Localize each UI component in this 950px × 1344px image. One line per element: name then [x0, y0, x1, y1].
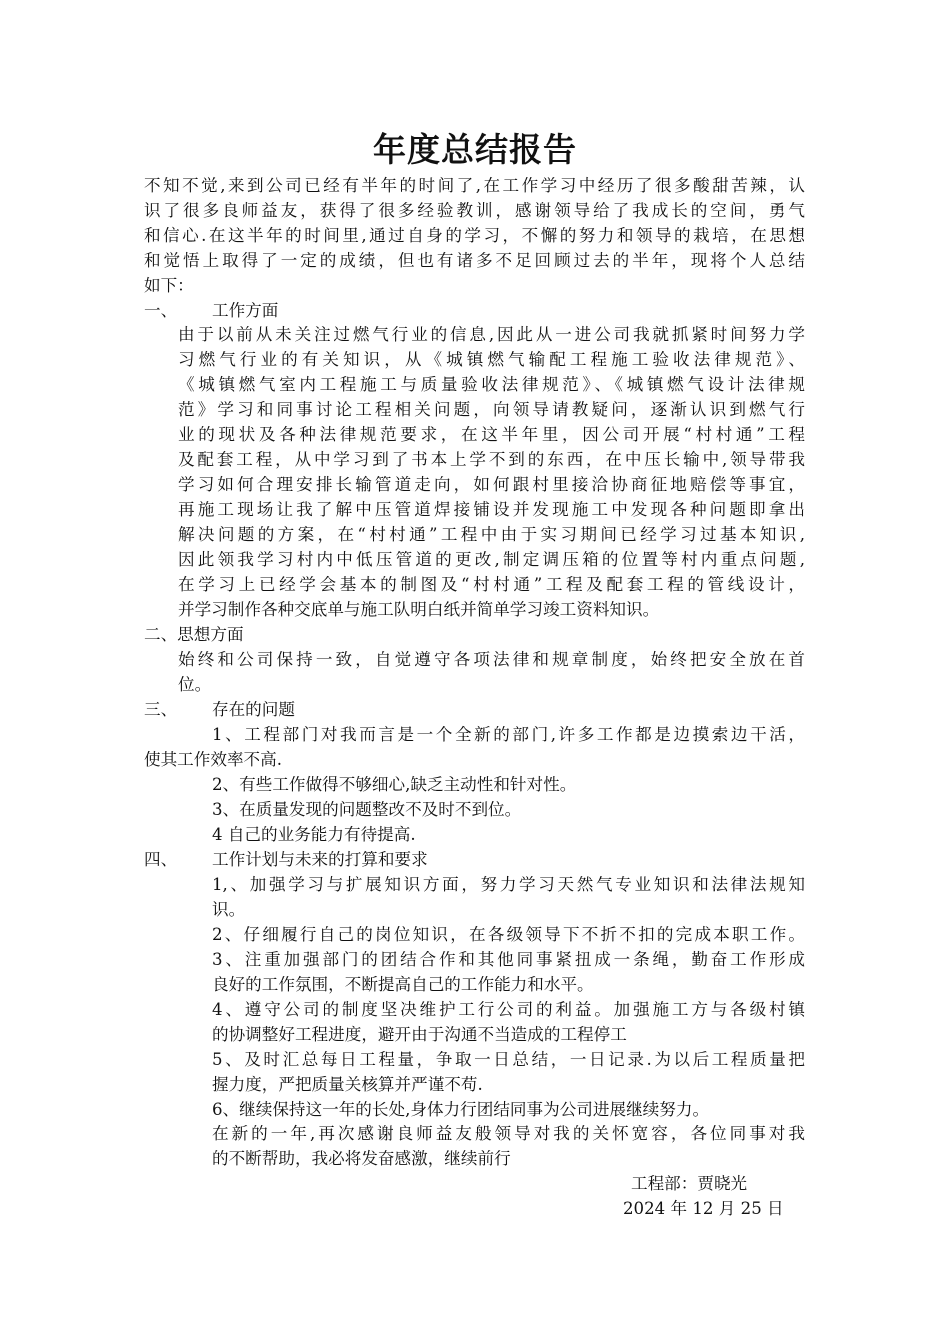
section1-line: 学习如何合理安排长输管道走向，如何跟村里接洽协商征地赔偿等事宜，	[178, 475, 805, 494]
section4-item: 良好的工作氛围，不断提高自己的工作能力和水平。	[212, 975, 594, 994]
section4-item: 握力度，严把质量关核算并严谨不苟.	[212, 1075, 483, 1094]
section1-line: 由于以前从未关注过燃气行业的信息,因此从一进公司我就抓紧时间努力学	[178, 325, 805, 344]
section1-line: 在学习上已经学会基本的制图及“村村通”工程及配套工程的管线设计，	[178, 575, 805, 594]
section4-item: 6、继续保持这一年的长处,身体力行团结同事为公司进展继续努力。	[212, 1100, 710, 1119]
section1-heading: 工作方面	[212, 301, 279, 320]
section4-item: 识。	[212, 900, 246, 919]
section3-item: 2、有些工作做得不够细心,缺乏主动性和针对性。	[212, 775, 577, 794]
date: 2024 年 12 月 25 日	[623, 1199, 784, 1218]
section1-line: 《城镇燃气室内工程施工与质量验收法律规范》、《城镇燃气设计法律规	[178, 375, 805, 394]
section4-number: 四、	[144, 850, 178, 869]
section3-item: 1、工程部门对我而言是一个全新的部门,许多工作都是边摸索边干活，	[212, 725, 805, 744]
document-title: 年度总结报告	[373, 130, 577, 169]
section3-item: 3、在质量发现的问题整改不及时不到位。	[212, 800, 522, 819]
closing-line: 的不断帮助，我必将发奋感激，继续前行	[212, 1149, 511, 1168]
section1-number: 一、	[144, 301, 178, 320]
section1-line: 业的现状及各种法律规范要求，在这半年里，因公司开展“村村通”工程	[178, 425, 805, 444]
section1-line: 解决问题的方案，在“村村通”工程中由于实习期间已经学习过基本知识,	[178, 525, 805, 544]
section3-number: 三、	[144, 700, 178, 719]
section4-item: 2、仔细履行自己的岗位知识，在各级领导下不折不扣的完成本职工作。	[212, 925, 805, 944]
intro-line: 如下：	[144, 276, 194, 295]
intro-line: 和信心.在这半年的时间里,通过自身的学习，不懈的努力和领导的栽培，在思想	[144, 226, 805, 245]
section2-heading: 二、思想方面	[144, 625, 244, 644]
section1-line: 并学习制作各种交底单与施工队明白纸并简单学习竣工资料知识。	[178, 600, 660, 619]
section4-item: 5、及时汇总每日工程量，争取一日总结，一日记录.为以后工程质量把	[212, 1050, 805, 1069]
section4-heading: 工作计划与未来的打算和要求	[212, 850, 428, 869]
section1-line: 范》学习和同事讨论工程相关问题，向领导请教疑问，逐渐认识到燃气行	[178, 400, 805, 419]
section1-line: 再施工现场让我了解中压管道焊接铺设并发现施工中发现各种问题即拿出	[178, 500, 805, 519]
intro-line: 识了很多良师益友，获得了很多经验教训，感谢领导给了我成长的空间，勇气	[144, 201, 805, 220]
section4-item: 3、注重加强部门的团结合作和其他同事紧扭成一条绳，勤奋工作形成	[212, 950, 805, 969]
section4-item: 的协调整好工程进度，避开由于沟通不当造成的工程停工	[212, 1025, 627, 1044]
section1-line: 习燃气行业的有关知识，从《城镇燃气输配工程施工验收法律规范》、	[178, 350, 805, 369]
signature: 工程部：贾晓光	[631, 1174, 748, 1193]
section3-item: 使其工作效率不高.	[144, 750, 283, 769]
section2-line: 位。	[178, 675, 212, 694]
intro-line: 不知不觉,来到公司已经有半年的时间了,在工作学习中经历了很多酸甜苦辣，认	[144, 176, 805, 195]
section1-line: 因此领我学习村内中低压管道的更改,制定调压箱的位置等村内重点问题,	[178, 550, 805, 569]
section3-item: 4 自己的业务能力有待提高.	[212, 825, 416, 844]
section4-item: 1,、加强学习与扩展知识方面，努力学习天然气专业知识和法律法规知	[212, 875, 805, 894]
closing-line: 在新的一年,再次感谢良师益友般领导对我的关怀宽容，各位同事对我	[212, 1124, 805, 1143]
section1-line: 及配套工程，从中学习到了书本上学不到的东西，在中压长输中,领导带我	[178, 450, 805, 469]
section2-line: 始终和公司保持一致，自觉遵守各项法律和规章制度，始终把安全放在首	[178, 650, 805, 669]
section3-heading: 存在的问题	[212, 700, 295, 719]
intro-line: 和觉悟上取得了一定的成绩，但也有诸多不足回顾过去的半年，现将个人总结	[144, 251, 805, 270]
section4-item: 4、遵守公司的制度坚决维护工行公司的利益。加强施工方与各级村镇	[212, 1000, 805, 1019]
